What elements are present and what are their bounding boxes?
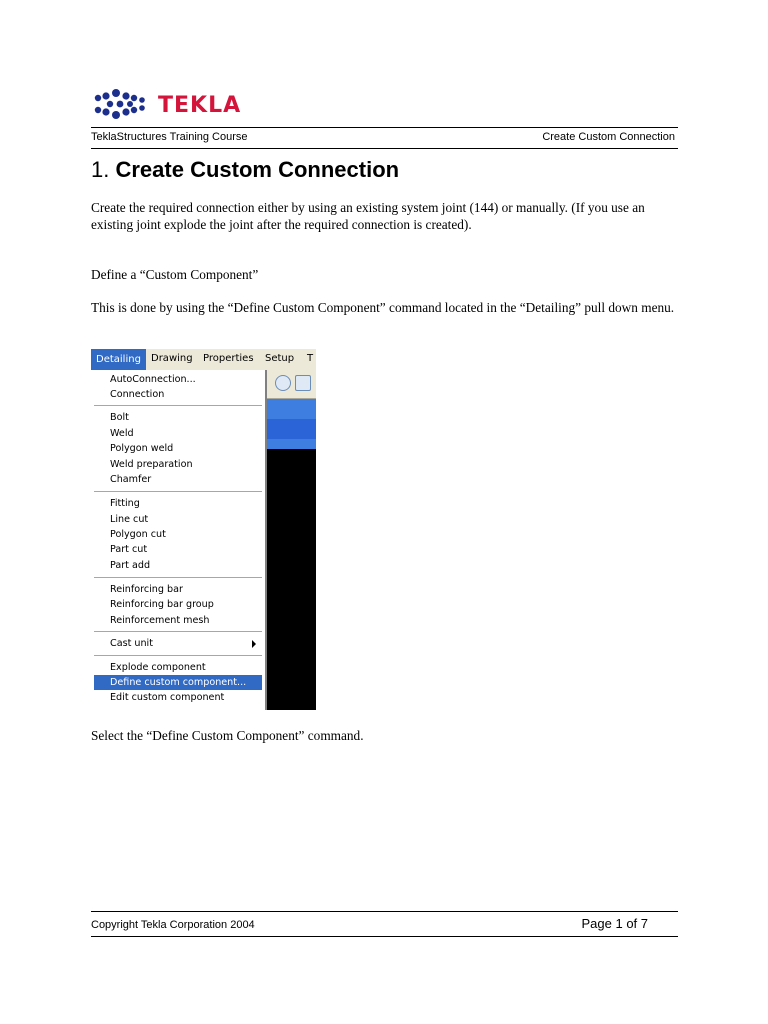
header-top-rule xyxy=(91,127,678,128)
menu-item-define-custom-component[interactable]: Define custom component... xyxy=(94,675,262,690)
command-location-paragraph: This is done by using the “Define Custom Component” command located in the “Detailing” pull down menu. xyxy=(91,300,675,315)
menu-properties[interactable]: Properties xyxy=(203,353,254,364)
tekla-logo-text: TEKLA xyxy=(158,93,242,118)
view-titlebar-highlight xyxy=(265,419,316,439)
menu-item-cast-unit-label: Cast unit xyxy=(110,638,153,649)
menu-tools[interactable]: T xyxy=(307,353,314,364)
menu-item-reinforcing-bar-group[interactable]: Reinforcing bar group xyxy=(110,599,214,610)
menu-item-part-add[interactable]: Part add xyxy=(110,560,151,571)
submenu-arrow-icon xyxy=(252,640,256,648)
menu-item-reinforcing-bar[interactable]: Reinforcing bar xyxy=(110,584,183,595)
toolbar xyxy=(265,370,316,399)
select-command-caption: Select the “Define Custom Component” command. xyxy=(91,728,364,743)
menu-item-cast-unit[interactable] xyxy=(94,636,262,651)
title-text: Create Custom Connection xyxy=(115,157,400,182)
footer-bottom-rule xyxy=(91,936,678,937)
menu-item-autoconnection[interactable]: AutoConnection... xyxy=(110,374,196,385)
menu-detailing[interactable]: Detailing xyxy=(91,349,146,370)
menu-separator xyxy=(94,405,262,407)
define-component-paragraph: Define a “Custom Component” xyxy=(91,267,259,282)
menu-item-polygon-weld[interactable]: Polygon weld xyxy=(110,443,174,454)
header-course-title: TeklaStructures Training Course xyxy=(91,131,248,143)
footer-top-rule xyxy=(91,911,678,912)
menu-item-fitting[interactable]: Fitting xyxy=(110,498,140,509)
menu-separator xyxy=(94,577,262,579)
menu-separator xyxy=(94,631,262,633)
menu-item-part-cut[interactable]: Part cut xyxy=(110,544,148,555)
menu-screenshot xyxy=(91,349,316,710)
menu-item-edit-custom-component[interactable]: Edit custom component xyxy=(110,692,225,703)
footer-page-number: Page 1 of 7 xyxy=(581,916,648,931)
zoom-out-icon[interactable] xyxy=(275,375,291,391)
menu-item-explode-component[interactable]: Explode component xyxy=(110,662,206,673)
detailing-dropdown-menu xyxy=(91,370,267,710)
header-section-title: Create Custom Connection xyxy=(542,131,675,143)
menu-bar xyxy=(91,349,316,370)
menu-item-chamfer[interactable]: Chamfer xyxy=(110,474,152,485)
intro-paragraph: Create the required connection either by using an existing system joint (144) or manually. (If you use an existing joint explode the joint after the required connection is created). xyxy=(91,200,645,232)
menu-separator xyxy=(94,655,262,657)
menu-item-weld-preparation[interactable]: Weld preparation xyxy=(110,459,193,470)
footer-copyright: Copyright Tekla Corporation 2004 xyxy=(91,919,255,931)
menu-item-line-cut[interactable]: Line cut xyxy=(110,514,149,525)
menu-drawing[interactable]: Drawing xyxy=(151,353,193,364)
menu-item-weld[interactable]: Weld xyxy=(110,428,134,439)
menu-item-reinforcement-mesh[interactable]: Reinforcement mesh xyxy=(110,615,210,626)
menu-setup[interactable]: Setup xyxy=(265,353,295,364)
menu-item-bolt[interactable]: Bolt xyxy=(110,412,129,423)
menu-item-polygon-cut[interactable]: Polygon cut xyxy=(110,529,166,540)
header-bottom-rule xyxy=(91,148,678,149)
page-title xyxy=(91,157,399,183)
title-number: 1. xyxy=(91,157,110,182)
zoom-window-icon[interactable] xyxy=(295,375,311,391)
menu-separator xyxy=(94,491,262,493)
menu-item-connection[interactable]: Connection xyxy=(110,389,165,400)
